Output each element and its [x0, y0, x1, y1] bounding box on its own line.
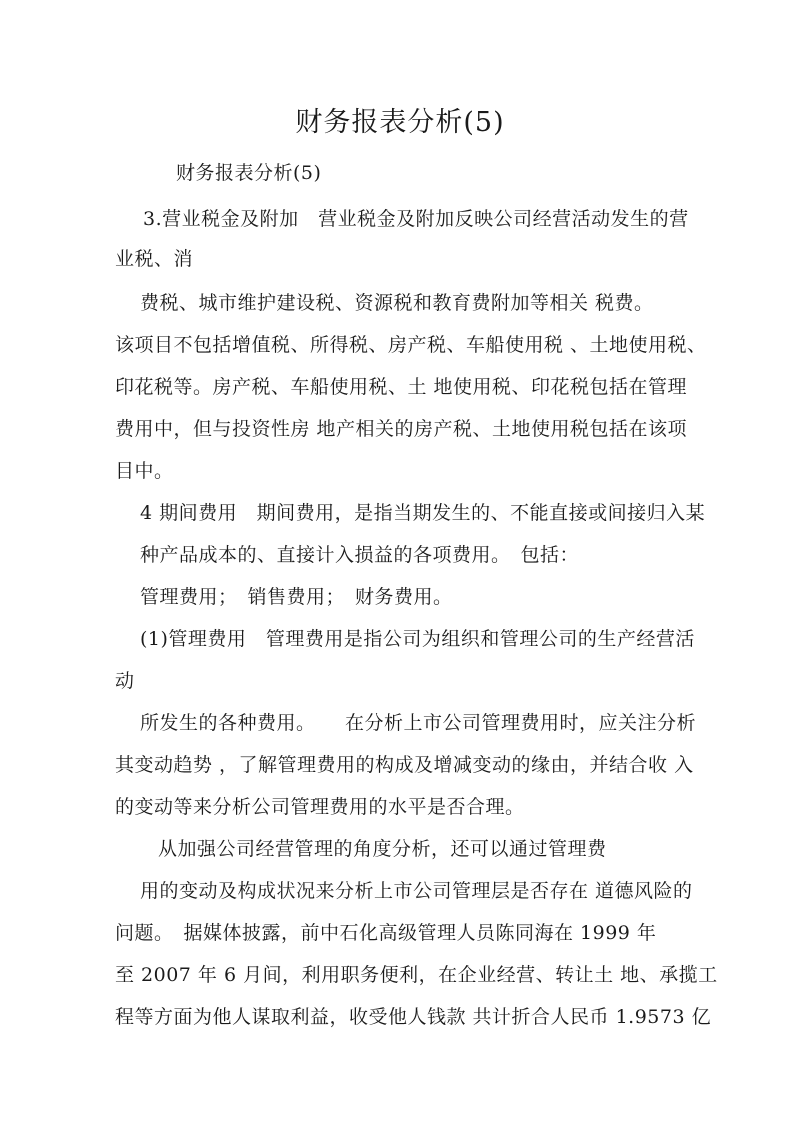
paragraph-line: 3.营业税金及附加 营业税金及附加反映公司经营活动发生的营	[143, 208, 689, 230]
paragraph-line: 所发生的各种费用。 在分析上市公司管理费用时，应关注分析	[140, 712, 697, 734]
paragraph-line: 业税、消	[115, 248, 194, 270]
paragraph-line: 其变动趋势 ，了解管理费用的构成及增减变动的缘由，并结合收 入	[115, 754, 694, 776]
paragraph-line: (1)管理费用 管理费用是指公司为组织和管理公司的生产经营活	[140, 628, 695, 650]
paragraph-line: 目中。	[115, 460, 174, 482]
paragraph-line: 至 2007 年 6 月间，利用职务便利，在企业经营、转让土 地、承揽工	[115, 964, 718, 986]
paragraph-line: 的变动等来分析公司管理费用的水平是否合理。	[115, 796, 525, 818]
paragraph-line: 管理费用； 销售费用； 财务费用。	[140, 586, 453, 608]
paragraph-line: 费税、城市维护建设税、资源税和教育费附加等相关 税费。	[140, 292, 654, 314]
paragraph-line: 财务报表分析(5)	[176, 162, 322, 184]
paragraph-line: 该项目不包括增值税、所得税、房产税、车船使用税 、土地使用税、	[115, 334, 707, 356]
paragraph-line: 问题。 据媒体披露，前中石化高级管理人员陈同海在 1999 年	[115, 922, 657, 944]
paragraph-line: 从加强公司经营管理的角度分析，还可以通过管理费	[158, 838, 607, 860]
paragraph-line: 程等方面为他人谋取利益，收受他人钱款 共计折合人民币 1.9573 亿	[115, 1006, 712, 1028]
paragraph-line: 用的变动及构成状况来分析上市公司管理层是否存在 道德风险的	[140, 880, 693, 902]
paragraph-line: 4 期间费用 期间费用，是指当期发生的、不能直接或间接归入某	[140, 502, 706, 524]
paragraph-line: 种产品成本的、直接计入损益的各项费用。 包括：	[140, 544, 580, 566]
paragraph-line: 动	[115, 670, 135, 692]
paragraph-line: 印花税等。房产税、车船使用税、土 地使用税、印花税包括在管理	[115, 376, 688, 398]
document-title: 财务报表分析(5)	[295, 107, 505, 138]
paragraph-line: 费用中，但与投资性房 地产相关的房产税、土地使用税包括在该项	[115, 418, 688, 440]
